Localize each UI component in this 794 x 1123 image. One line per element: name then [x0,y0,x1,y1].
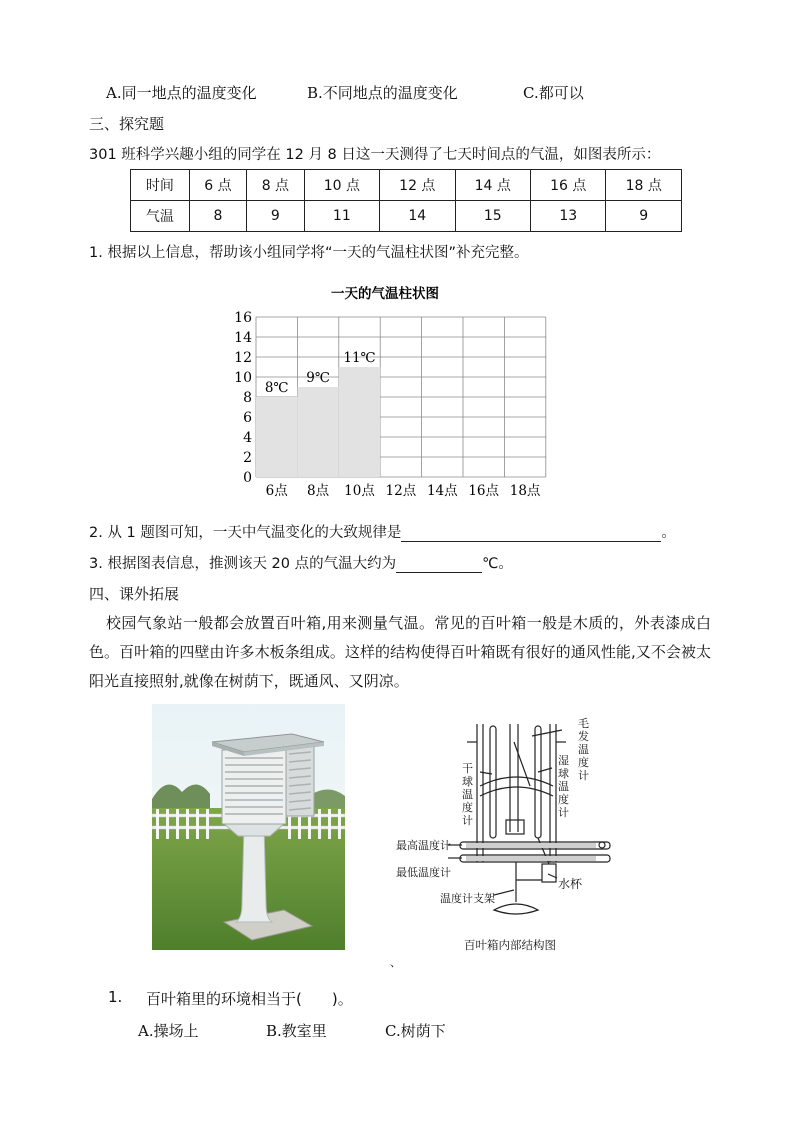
table-cell: 6 点 [189,170,246,201]
choice-c: C.都可以 [523,84,584,102]
section3-title: 三、探究题 [89,115,165,133]
y-tick-label: 14 [234,330,252,346]
label-hair-thermometer: 毛发温度计 [578,717,589,782]
y-tick-label: 10 [234,370,252,386]
question-3-text: 3. 根据图表信息，推测该天 20 点的气温大约为 [89,556,397,572]
x-tick-label: 8点 [307,483,330,499]
section4-title: 四、课外拓展 [89,585,180,603]
y-tick-label: 4 [243,430,252,446]
label-dry-thermometer: 干球温度计 [462,762,473,827]
intro-text: 301 班科学兴趣小组的同学在 12 月 8 日这一天测得了七天时间点的气温，如图表所示： [89,147,661,163]
bar-data-label: 9℃ [306,370,330,386]
bottom-choice-b: B.教室里 [266,1022,327,1040]
table-cell: 12 点 [380,170,455,201]
x-tick-label: 18点 [509,483,541,499]
table-cell: 8 点 [247,170,304,201]
x-tick-label: 10点 [344,483,375,499]
table-cell: 8 [189,201,246,232]
temperature-table [130,169,682,232]
table-cell: 16 点 [531,170,606,201]
y-tick-label: 8 [243,390,252,406]
x-tick-label: 12点 [385,483,417,499]
table-row [131,201,682,232]
stray-mark: 、 [390,956,401,969]
table-cell: 15 [455,201,530,232]
y-tick-label: 2 [243,450,252,466]
table-cell: 11 [304,201,379,232]
table-cell: 14 点 [455,170,530,201]
table-row [131,170,682,201]
y-tick-label: 0 [243,470,252,486]
question-2-text: 2. 从 1 题图可知，一天中气温变化的大致规律是 [89,525,402,541]
y-tick-label: 6 [243,410,252,426]
bottom-choice-c: C.树荫下 [385,1022,446,1040]
x-tick-label: 6点 [265,483,288,499]
table-cell: 18 点 [606,170,682,201]
temperature-bar-chart [220,280,570,505]
weather-box-diagram [392,712,622,958]
question-2-end: 。 [661,525,676,541]
label-max-thermometer: 最高温度计 [396,839,451,852]
label-wet-thermometer: 湿球温度计 [558,754,569,819]
choice-a: A.同一地点的温度变化 [106,84,257,102]
diagram-caption: 百叶箱内部结构图 [464,938,556,952]
label-min-thermometer: 最低温度计 [396,866,451,879]
chart-title: 一天的气温柱状图 [331,286,439,302]
table-header-time: 时间 [131,170,190,201]
table-cell: 14 [380,201,455,232]
table-cell: 13 [531,201,606,232]
bar-data-label: 11℃ [343,350,376,366]
answer-blank-3[interactable] [396,556,482,573]
label-water-cup: 水杯 [558,877,583,891]
chart-bar [256,397,297,477]
weather-box-photo [152,704,345,950]
table-cell: 9 [247,201,304,232]
bottom-choice-a: A.操场上 [138,1022,199,1040]
label-thermometer-stand: 温度计支架 [440,892,495,905]
x-tick-label: 14点 [426,483,458,499]
table-cell: 10 点 [304,170,379,201]
bottom-question-text: 百叶箱里的环境相当于( )。 [146,990,353,1008]
question-3-unit: ℃。 [482,556,513,572]
question-1: 1. 根据以上信息，帮助该小组同学将“一天的气温柱状图”补充完整。 [89,245,529,261]
x-tick-label: 16点 [468,483,500,499]
chart-bar [297,387,338,477]
bottom-question-number: 1. [108,988,123,1006]
question-2 [89,521,676,542]
y-tick-label: 16 [234,310,252,326]
bar-data-label: 8℃ [264,380,289,396]
passage-text: 校园气象站一般都会放置百叶箱,用来测量气温。常见的百叶箱一般是木质的，外表漆成白色。百叶箱的四壁由许多木板条组成。这样的结构使得百叶箱既有很好的通风性能,又不会被太阳光直接照射,就像在树荫下，既通风、又阴凉。 [89,614,711,690]
table-header-temp: 气温 [131,201,190,232]
question-3 [89,552,513,573]
y-tick-label: 12 [234,350,252,366]
choice-b: B.不同地点的温度变化 [307,84,458,102]
answer-blank-2[interactable] [401,525,661,542]
table-cell: 9 [606,201,682,232]
chart-bar [339,367,380,477]
